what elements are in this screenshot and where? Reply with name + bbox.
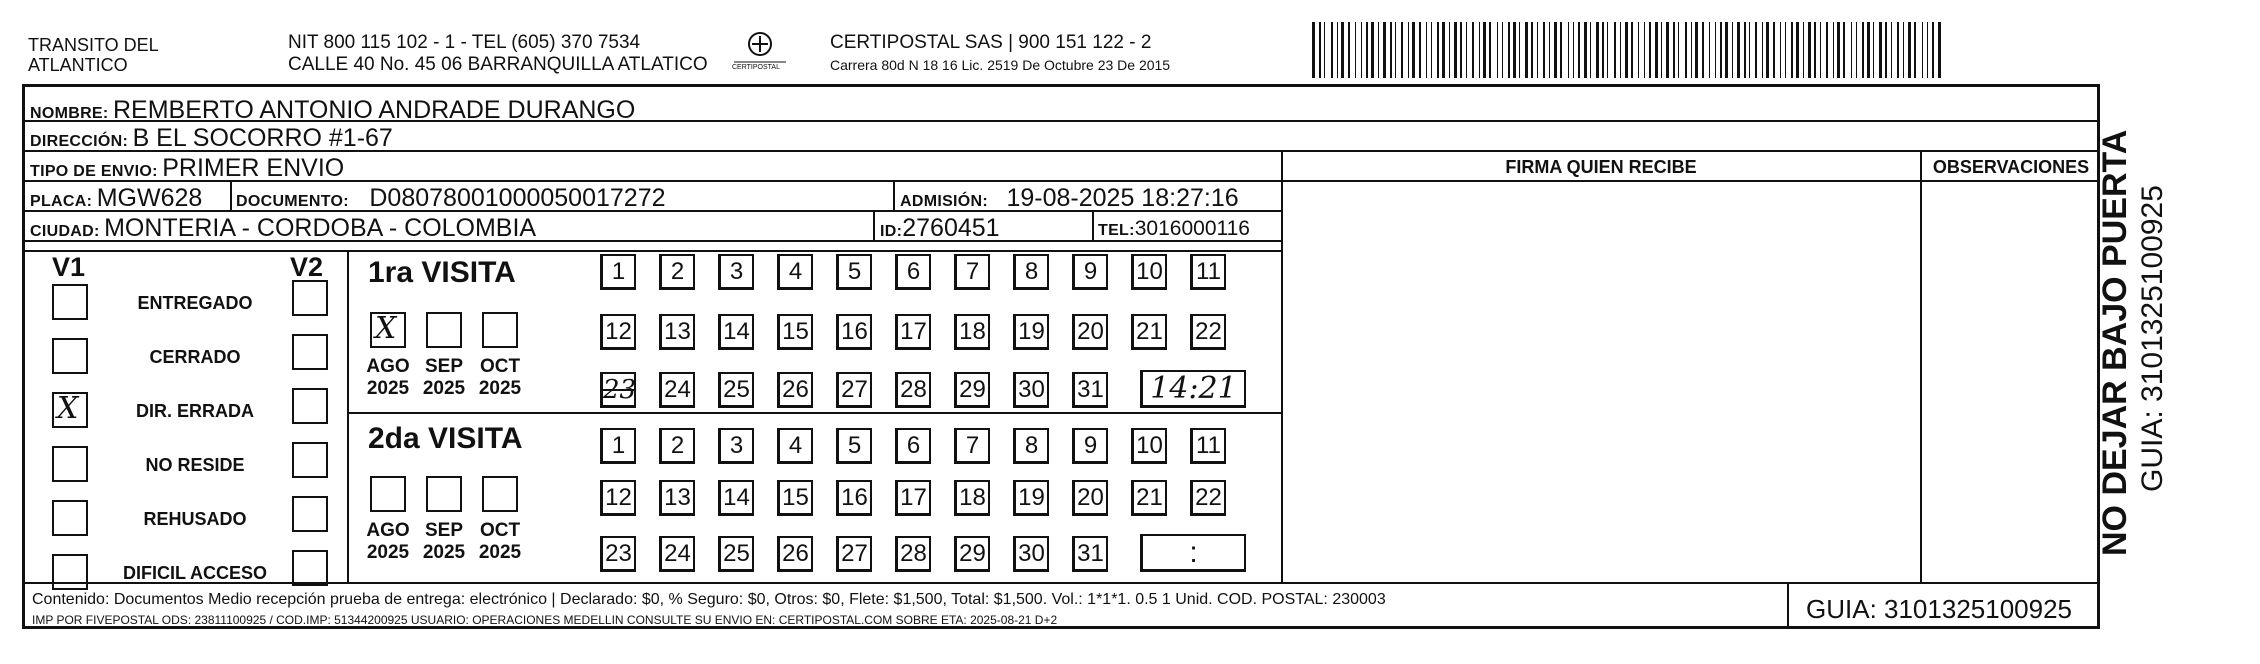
v2-checkbox[interactable] [292,496,328,532]
first-day-30[interactable] [1013,372,1049,408]
status-label: REHUSADO [143,509,247,529]
first-day-6[interactable] [895,254,931,290]
first-day-11[interactable] [1190,254,1226,290]
second-day-15[interactable] [777,480,813,516]
day-number: 1 [611,258,626,285]
v2-checkbox[interactable] [292,550,328,586]
first-day-9[interactable] [1072,254,1108,290]
second-visit-title: 2da VISITA [368,422,523,455]
second-month-checkbox[interactable] [426,476,462,512]
first-day-22[interactable] [1190,314,1226,350]
v1-checkbox[interactable] [52,392,88,428]
first-month-checkbox[interactable] [370,312,406,348]
day-number: 16 [841,318,868,345]
second-day-3[interactable] [718,428,754,464]
first-day-19[interactable] [1013,314,1049,350]
v1-checkbox[interactable] [52,554,88,590]
v1-checkbox[interactable] [52,338,88,374]
month-label: AGO [366,356,410,377]
first-day-29[interactable] [954,372,990,408]
day-number: 7 [965,258,980,285]
first-day-25[interactable] [718,372,754,408]
logo-text: CERTIPOSTAL [732,64,780,71]
year-label: 2025 [366,542,410,563]
first-day-4[interactable] [777,254,813,290]
second-day-11[interactable] [1190,428,1226,464]
second-day-25[interactable] [718,536,754,572]
first-day-2[interactable] [659,254,695,290]
day-number: 4 [788,432,803,459]
year-label: 2025 [478,378,522,399]
nit-line: NIT 800 115 102 - 1 - TEL (605) 370 7534 [288,32,641,53]
first-day-18[interactable] [954,314,990,350]
imp-line: IMP POR FIVEPOSTAL ODS: 23811100925 / COD.IMP: 51344200925 USUARIO: OPERACIONES MEDELLIN CONSULTE SU ENVIO EN: CERTIPOSTAL.COM SOBRE ETA: 2025-08-21 D+2 [32,613,1058,627]
day-number: 8 [1024,258,1039,285]
year-label: 2025 [366,378,410,399]
day-number: 10 [1136,432,1163,459]
day-number: 21 [1136,318,1163,345]
check-mark: X [375,311,397,346]
first-month-checkbox[interactable] [482,312,518,348]
day-number: 31 [1077,540,1104,567]
day-number: 21 [1136,484,1163,511]
first-day-27[interactable] [836,372,872,408]
v1-checkbox[interactable] [52,284,88,320]
second-day-4[interactable] [777,428,813,464]
time-value: 14:21 [1150,371,1237,406]
second-day-2[interactable] [659,428,695,464]
day-number: 15 [782,484,809,511]
first-day-1[interactable] [600,254,636,290]
second-day-27[interactable] [836,536,872,572]
admision-label: ADMISIÓN: [900,193,989,210]
day-number: 13 [664,484,691,511]
tel-label: TEL: [1098,222,1135,239]
year-label: 2025 [422,542,466,563]
status-label: ENTREGADO [137,293,253,313]
day-number: 24 [664,540,691,567]
day-number: 5 [847,258,862,285]
second-month-checkbox[interactable] [482,476,518,512]
month-label: AGO [366,520,410,541]
day-number: 13 [664,318,691,345]
month-label: OCT [479,520,521,541]
day-number: 29 [959,376,986,403]
tel-value: 3016000116 [1134,217,1250,240]
day-number: 18 [959,484,986,511]
day-number: 9 [1083,432,1098,459]
first-day-23[interactable] [600,372,636,408]
second-day-24[interactable] [659,536,695,572]
first-visit-title: 1ra VISITA [368,256,516,289]
first-day-10[interactable] [1131,254,1167,290]
no-dejar-text: NO DEJAR BAJO PUERTA [2096,129,2134,556]
footer-guia: GUIA: 3101325100925 [1806,594,2072,624]
tel-field [1098,218,1250,239]
v1-header: V1 [52,252,86,282]
admision-value: 19-08-2025 18:27:16 [1006,184,1239,212]
v1-checkbox[interactable] [52,500,88,536]
day-number: 25 [723,540,750,567]
day-number: 5 [847,432,862,459]
day-number: 23 [603,375,637,405]
day-number: 3 [729,432,744,459]
first-time-field[interactable] [1140,370,1246,408]
second-day-13[interactable] [659,480,695,516]
direccion-row [30,126,393,151]
first-day-28[interactable] [895,372,931,408]
first-day-20[interactable] [1072,314,1108,350]
day-number: 30 [1018,376,1045,403]
second-day-10[interactable] [1131,428,1167,464]
courier-line: CERTIPOSTAL SAS | 900 151 122 - 2 [830,32,1152,53]
day-number: 22 [1195,484,1222,511]
day-number: 19 [1018,484,1045,511]
month-label: SEP [424,520,464,541]
day-number: 17 [900,318,927,345]
day-number: 11 [1196,432,1221,459]
day-number: 20 [1077,484,1104,511]
ciudad-field [30,216,536,241]
first-day-13[interactable] [659,314,695,350]
placa-field [30,186,202,211]
second-day-5[interactable] [836,428,872,464]
first-day-24[interactable] [659,372,695,408]
day-number: 14 [723,484,750,511]
address-line: CALLE 40 No. 45 06 BARRANQUILLA ATLATICO [288,54,708,75]
day-number: 18 [959,318,986,345]
day-number: 9 [1083,258,1098,285]
first-month-checkbox[interactable] [426,312,462,348]
year-label: 2025 [422,378,466,399]
firma-header: FIRMA QUIEN RECIBE [1505,157,1697,177]
first-day-7[interactable] [954,254,990,290]
placa-value: MGW628 [96,184,203,212]
day-number: 26 [782,376,809,403]
tipo-value: PRIMER ENVIO [162,154,345,182]
nombre-row [30,98,635,123]
day-number: 27 [841,540,868,567]
day-number: 17 [900,484,927,511]
v2-header: V2 [290,252,324,282]
status-label: CERRADO [149,347,241,367]
day-number: 19 [1018,318,1045,345]
day-number: 23 [605,540,632,567]
second-day-7[interactable] [954,428,990,464]
documento-field [236,186,666,211]
day-number: 31 [1077,376,1104,403]
v2-checkbox[interactable] [292,442,328,478]
second-day-6[interactable] [895,428,931,464]
first-day-15[interactable] [777,314,813,350]
certipostal-logo [730,30,790,76]
direccion-label: DIRECCIÓN: [30,133,129,150]
tipo-row [30,156,344,181]
day-number: 10 [1136,258,1163,285]
tipo-label: TIPO DE ENVIO: [30,163,158,180]
second-day-12[interactable] [600,480,636,516]
first-day-12[interactable] [600,314,636,350]
second-day-28[interactable] [895,536,931,572]
second-day-8[interactable] [1013,428,1049,464]
issuer-line2: ATLANTICO [28,55,128,75]
day-number: 8 [1024,432,1039,459]
month-label: SEP [424,356,464,377]
first-day-17[interactable] [895,314,931,350]
v2-checkbox[interactable] [292,388,328,424]
v2-checkbox[interactable] [292,334,328,370]
second-day-30[interactable] [1013,536,1049,572]
second-day-18[interactable] [954,480,990,516]
day-number: 15 [782,318,809,345]
second-time-field[interactable] [1140,534,1246,572]
side-guia-text: GUIA: 3101325100925 [2136,185,2169,492]
first-day-16[interactable] [836,314,872,350]
ciudad-label: CIUDAD: [30,223,100,240]
admision-field [900,186,1239,211]
second-day-29[interactable] [954,536,990,572]
day-number: 2 [670,258,685,285]
barcode [1312,22,1944,78]
id-label: ID: [880,223,903,240]
second-day-16[interactable] [836,480,872,516]
day-number: 25 [723,376,750,403]
day-number: 12 [605,484,632,511]
issuer-line1: TRANSITO DEL [28,35,159,55]
contenido-line: Contenido: Documentos Medio recepción prueba de entrega: electrónico | Declarado: $0, % Seguro: $0, Otros: $0, Flete: $1,500, Total: $1,500. Vol.: 1*1*1. 0.5 1 Unid. COD. POSTAL: 230003 [32,591,1386,608]
day-number: 28 [900,376,927,403]
month-label: OCT [479,356,521,377]
v2-checkbox[interactable] [292,280,328,316]
time-value: : [1189,536,1198,569]
first-day-14[interactable] [718,314,754,350]
first-day-8[interactable] [1013,254,1049,290]
day-number: 2 [670,432,685,459]
day-number: 6 [906,258,921,285]
first-day-26[interactable] [777,372,813,408]
day-number: 24 [664,376,691,403]
year-label: 2025 [478,542,522,563]
first-day-5[interactable] [836,254,872,290]
day-number: 12 [605,318,632,345]
nombre-value: REMBERTO ANTONIO ANDRADE DURANGO [113,96,636,124]
day-number: 4 [788,258,803,285]
v1-checkbox[interactable] [52,446,88,482]
first-day-31[interactable] [1072,372,1108,408]
day-number: 11 [1196,258,1221,285]
day-number: 3 [729,258,744,285]
second-day-17[interactable] [895,480,931,516]
day-number: 26 [782,540,809,567]
license-line: Carrera 80d N 18 16 Lic. 2519 De Octubre 23 De 2015 [830,57,1171,73]
day-number: 16 [841,484,868,511]
documento-value: D08078001000050017272 [369,184,666,212]
second-day-20[interactable] [1072,480,1108,516]
second-day-1[interactable] [600,428,636,464]
second-day-31[interactable] [1072,536,1108,572]
second-day-9[interactable] [1072,428,1108,464]
second-day-26[interactable] [777,536,813,572]
second-day-21[interactable] [1131,480,1167,516]
observaciones-header: OBSERVACIONES [1932,157,2090,177]
day-number: 7 [965,432,980,459]
day-number: 30 [1018,540,1045,567]
ciudad-value: MONTERIA - CORDOBA - COLOMBIA [104,214,537,242]
second-day-22[interactable] [1190,480,1226,516]
second-day-14[interactable] [718,480,754,516]
placa-label: PLACA: [30,193,93,210]
status-label: NO RESIDE [145,455,245,475]
day-number: 27 [841,376,868,403]
status-label: DIR. ERRADA [135,401,254,421]
id-field [880,216,1000,241]
day-number: 14 [723,318,750,345]
day-number: 6 [906,432,921,459]
second-day-19[interactable] [1013,480,1049,516]
check-mark: X [57,391,79,426]
first-day-21[interactable] [1131,314,1167,350]
nombre-label: NOMBRE: [30,105,109,122]
documento-label: DOCUMENTO: [236,193,349,210]
second-day-23[interactable] [600,536,636,572]
second-month-checkbox[interactable] [370,476,406,512]
day-number: 28 [900,540,927,567]
direccion-value: B EL SOCORRO #1-67 [132,124,393,152]
day-number: 1 [611,432,626,459]
status-label: DIFICIL ACCESO [122,563,267,583]
first-day-3[interactable] [718,254,754,290]
day-number: 29 [959,540,986,567]
day-number: 22 [1195,318,1222,345]
id-value: 2760451 [902,214,1000,242]
day-number: 20 [1077,318,1104,345]
